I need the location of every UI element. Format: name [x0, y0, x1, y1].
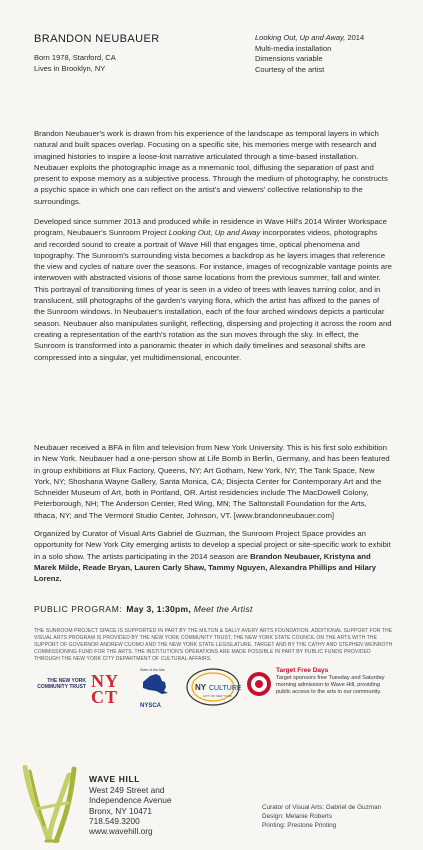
work-dimensions: Dimensions variable — [255, 54, 323, 63]
p4-before: Organized by Curator of Visual Arts Gabriel de Guzman, the Sunroom Project Space provides an opportunity for New York City emerging artists to develop a special project or site-specific work to exhibit in a solo show. The artists participating in the 2014 season are — [34, 529, 391, 561]
artist-bio — [34, 53, 116, 74]
wave-hill-website[interactable]: www.wavehill.org — [89, 826, 153, 837]
wave-hill-contact — [89, 774, 171, 836]
sponsor-logos — [34, 665, 394, 715]
svg-text:T: T — [105, 687, 118, 704]
svg-text:N: N — [91, 671, 104, 691]
paragraph-organizer — [34, 528, 392, 584]
public-program — [34, 604, 253, 614]
work-title-line — [255, 33, 364, 44]
paragraph-project-description — [34, 216, 392, 363]
wave-hill-avenue: Independence Avenue — [89, 795, 172, 806]
work-courtesy: Courtesy of the artist — [255, 64, 325, 74]
wave-hill-name: WAVE HILL — [89, 774, 141, 784]
program-event: Meet the Artist — [193, 604, 253, 614]
nyc-mark-icon — [90, 670, 126, 704]
target-bullseye-icon — [246, 671, 272, 697]
wave-hill-phone: 718.549.3200 — [89, 815, 140, 826]
credit-curator: Curator of Visual Arts: Gabriel de Guzman — [262, 804, 382, 811]
paragraph-artist-statement: Brandon Neubauer's work is drawn from his experience of the landscape as temporal layers in which natural and built spaces overlap. Focusing on a specific site, his memories merge with research and imagined histories to inspire a loose-knit narrative articulated through a time-based installation. Neubauer exploits the photographic image as a mnemonic tool, diffusing the separation of past and present to expose memory as a subjective process. Through the medium of photography, he constructs a psychic space in which one can reflect on the artist's and viewers' collective relationship to the surroundings. — [34, 129, 388, 206]
program-time: May 3, 1:30pm, — [126, 604, 192, 614]
ny-state-map-icon — [140, 672, 170, 697]
funders-statement: THE SUNROOM PROJECT SPACE IS SUPPORTED IN PART BY THE MILTON & SALLY AVERY ARTS FOUNDATION. ADDITIONAL SUPPORT FOR THE VISUAL ARTS PROGRAM IS PROVIDED BY THE NEW YORK COMMUNITY TRUST, THE NEW YORK STATE COUNCIL ON THE ARTS WITH THE SUPPORT OF GOVERNOR ANDREW CUOMO AND THE NEW YORK STATE LEGISLATURE, TARGET AND BY THE CATHY AND STEPHEN WEINROTH COMMISSIONING FUND FOR THE ARTS. THE INSTITUTION'S OPERATIONS ARE MADE POSSIBLE IN PART BY PUBLIC FUNDS PROVIDED THROUGH THE NEW YORK CITY DEPARTMENT OF CULTURAL AFFAIRS. — [34, 628, 393, 662]
svg-text:CITY OF NEW YORK: CITY OF NEW YORK — [203, 694, 232, 698]
paragraph-artist-cv: Neubauer received a BFA in film and television from New York University. This is his first solo exhibition in New York. Neubauer had a one-person show at Life Bomb in Berlin, Germany, and has been featured in group exhibitions at Flux Factory, Queens, NY; Art Gotham, New York, NY; The Tank Space, New York, NY; Shoshana Wayne Gallery, Santa Monica, CA; Disjecta Center for Contemporary Art and the Schneider Museum of Art, both in Portland, OR. Artist residencies include The MacDowell Colony, Peterborough, NH; The Anderson Center, Red Wing, MN; The Saltonstall Foundation for the Arts, Ithaca, NY; and The Vermont Studio Center, Johnson, VT. [www.brandonneubauer.com] — [34, 443, 390, 520]
p2-after: incorporates videos, photographs and recorded sound to create a portrait of Wave Hill that engages time, optical phenomena and topography. The Sunroom's surrounding vista becomes a backdrop as he layers images that reference the view and cycles of nature over the seasons. For instance, images of recognizable vantage points are interwoven with abstracted visions of those same locations from the previous summer, fall and winter. This portrayal of transitioning times of year is seen in a video of trees with leaves turning color, and in translucent, still photographs of the garden's varying flora, which the artist has affixed to the panes of the Sunroom windows. In Neubauer's installation, each of the four arched windows depicts a particular season. Neubauer also manipulates sunlight, reflecting, dispersing and projecting it across the room and creating a representation of the earth's rotation as the sun moves through the sky. In effect, the Sunroom is transformed into a panoramic theater in which daily timelines and seasonal shifts are compressed into a singular, yet multidimensional, encounter. — [34, 228, 392, 362]
wave-hill-city: Bronx, NY 10471 — [89, 805, 153, 816]
credit-printing: Printing: Prestone Printing — [262, 822, 337, 829]
nyct-text: THE NEW YORK COMMUNITY TRUST — [37, 678, 86, 690]
target-head: Target Free Days — [276, 667, 329, 674]
nysca-sub: State of the Arts — [140, 668, 165, 672]
artist-residence: Lives in Brooklyn, NY — [34, 63, 106, 73]
p2-title: Looking Out, Up and Away — [168, 228, 261, 238]
artist-name: BRANDON NEUBAUER — [34, 33, 160, 45]
artist-birth: Born 1978, Stanford, CA — [34, 53, 116, 62]
credit-design: Design: Melanie Roberts — [262, 813, 332, 820]
p4-artists: Brandon Neubauer, Kristyna and Marek Milde, Reade Bryan, Lauren Carly Shaw, Tammy Nguyen, Alexandra Phillips and Hilary Lorenz. — [34, 551, 377, 584]
credits — [262, 803, 381, 830]
nysca-logo — [140, 668, 174, 708]
svg-text:NY: NY — [195, 683, 207, 692]
svg-text:C: C — [91, 687, 104, 704]
wave-hill-street: West 249 Street and — [89, 785, 165, 796]
work-details — [255, 33, 364, 75]
work-year: 2014 — [347, 33, 365, 42]
target-desc: Target sponsors free Tuesday and Saturday morning admission to Wave Hill, providing public access to the arts in our community. — [276, 675, 385, 695]
svg-text:CULTURE: CULTURE — [209, 685, 242, 692]
work-title: Looking Out, Up and Away, — [255, 33, 346, 42]
nyculture-logo — [182, 667, 244, 707]
nyct-logo — [34, 670, 132, 710]
wave-hill-logo-icon — [22, 765, 80, 843]
target-logo — [246, 665, 394, 711]
nysca-label: NYSCA — [140, 703, 162, 709]
p2-before: Developed since summer 2013 and produced while in residence in Wave Hill's 2014 Winter Workspace program, Neubauer's Sunroom Project — [34, 217, 387, 238]
program-label: PUBLIC PROGRAM: — [34, 604, 123, 614]
work-medium: Multi-media installation — [255, 43, 332, 53]
svg-text:Y: Y — [105, 671, 118, 691]
nyculture-badge-icon — [182, 667, 244, 707]
